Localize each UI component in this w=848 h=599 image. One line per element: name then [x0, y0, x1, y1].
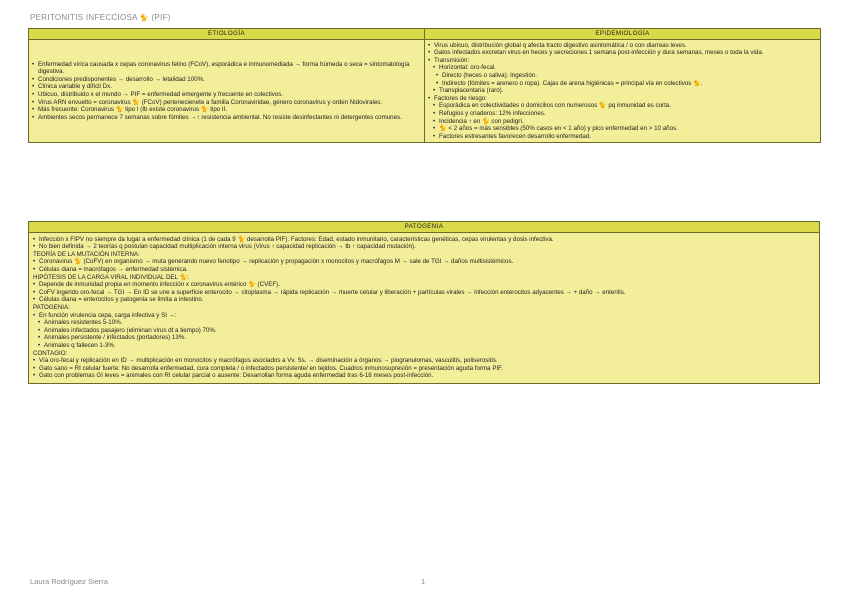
epidemiologia-item: • Esporádica en colectividades o domicilios con numerosos 🐈 pq inmunidad es corta. — [433, 102, 817, 110]
etiologia-header: ETIOLOGÍA — [29, 29, 425, 40]
epidemiologia-item: • Indirecto (fómites = arenero o ropa). Cajas de arena higiénicas = principal vía en colectivos 🐈. — [436, 80, 817, 88]
etiologia-item: • Ambientes secos permanece 7 semanas sobre fómites →↑ resistencia ambiental. No resiste desinfectantes ni detergentes comunes. — [32, 114, 421, 122]
epidemiologia-item: • Horizontal: oro-fecal. — [433, 64, 817, 72]
patogenia-item: • Coronavirus 🐈 (CoFV) en organismo → muta generando nuevo fenotipo → replicación y propagación x monocitos y macrófagos M → sale de TGI → daños multisistémicos. — [33, 258, 815, 266]
patogenia-item: • No bien definida → 2 teorías q postulan capacidad multiplicación interna virus (Virus ↑ capacidad replicación → tb ↑ capacidad mutación). — [33, 243, 815, 251]
patogenia-list — [33, 236, 815, 380]
epidemiologia-header: EPIDEMIOLOGÍA — [425, 29, 821, 40]
patogenia-subitem: • Animales infectados pasajero (eliminan virus dt a tiempo) 70%. — [38, 327, 815, 335]
epidemiologia-item: • 🐈 < 2 años = más sensibles (50% casos en < 1 año) y pico enfermedad en > 10 años. — [433, 125, 817, 133]
patogenia-item: • CoFV ingerido oro-fecal → TGI → En ID se une a superficie enterocito → citoplasma → rápida replicación → muerte celular y liberación + partículas virales → infección enterocitos adyacentes → + daño → enteritis. — [33, 289, 815, 297]
document-title — [30, 13, 171, 22]
patogenia-cell — [29, 232, 820, 383]
patogenia-item: • Células diana = macrófagos → enfermedad sistémica. — [33, 266, 815, 274]
patogenia-item: • En función virulencia cepa, carga infectiva y SI →: — [33, 312, 815, 320]
footer-author: Laura Rodríguez Sierra — [30, 577, 108, 586]
patogenia-subitem: • Animales persistente / infectados (portadores) 13%. — [38, 334, 815, 342]
etiologia-cell — [29, 39, 425, 143]
patogenia-item: • Gato sano = RI celular fuerte: No desarrolla enfermedad, cura completa / o infectados persistente/ en tejidos. Cuadros inmunosupresión = presentación aguda forma PIF. — [33, 365, 815, 373]
epidemiologia-item: • Virus ubicuo, distribución global q afecta tracto digestivo asintomática / o con diarreas leves. — [428, 42, 817, 50]
patogenia-item: • Infección x FIPV no siempre da lugar a enfermedad clínica (1 de cada 9 🐈 desarrolla PIF). Factores: Edad, estado inmunitario, características genéticas, cepas virulentas y dosis infectiva. — [33, 236, 815, 244]
epidemiologia-item: • Gatos infectados excretan virus en heces y secreciones 1 semana post-infección y dura semanas, meses o toda la vida. — [428, 49, 817, 57]
patogenia-item: • Gato con problemas GI leves = animales con RI celular parcial o ausente: Desarrollan forma aguda enfermedad tras 6-18 meses post-infección. — [33, 372, 815, 380]
epidemiologia-item: • Incidencia ↑ en 🐈 con pedigrí. — [433, 118, 817, 126]
etiologia-epidemiologia-table — [28, 28, 821, 143]
etiologia-item: • Virus ARN envuelto = coronavirus 🐈 (FCoV) pertenecienete a familia Coronaviridae, género coronavirus y orden Nidovirales. — [32, 99, 421, 107]
epidemiologia-list — [428, 42, 817, 141]
epidemiologia-item: • Refugios y criaderos: 12% infecciones. — [433, 110, 817, 118]
patogenia-subitem: • Animales resistentes 5-10%. — [38, 319, 815, 327]
epidemiologia-item: • Factores estresantes favorecen desarrollo enfermedad. — [433, 133, 817, 141]
patogenia-subheading: CONTAGIO: — [33, 349, 68, 357]
title-suffix: (PIF) — [151, 13, 171, 22]
patogenia-header: PATOGENIA — [29, 222, 820, 233]
etiologia-item: • Enfermedad vírica causada x cepas coronavirus felino (FCoV), esporádica e inmunomediada → forma húmeda o seca = sintomatología digestiva. — [32, 61, 421, 76]
etiologia-item: • Clínica variable y difícil Dx. — [32, 83, 421, 91]
epidemiologia-item: • Factores de riesgo: — [428, 95, 817, 103]
patogenia-item: • Células diana = enterocitos y patogenia se limita a intestino. — [33, 296, 815, 304]
epidemiologia-item: • Transplacentaria (raro). — [433, 87, 817, 95]
patogenia-table — [28, 221, 820, 384]
page-number: 1 — [421, 577, 426, 586]
etiologia-item: • Condiciones predisponentes → desarrollo → letalidad 100%. — [32, 76, 421, 84]
patogenia-item: • Depende de inmunidad propia en momento infección x coronavirus entérico 🐈 (CVEF). — [33, 281, 815, 289]
epidemiologia-cell — [425, 39, 821, 143]
cat-icon: 🐈 — [139, 15, 149, 22]
etiologia-item: • Ubicuo, distribuido x el mundo → PIF = enfermedad emergente y frecuente en colectivos. — [32, 91, 421, 99]
etiologia-list — [32, 61, 421, 122]
patogenia-subitem: • Animales q fallecen 1-3%. — [38, 342, 815, 350]
epidemiologia-item: • Transmisión: — [428, 57, 817, 65]
patogenia-item: • Vía oro-fecal y replicación en ID → multiplicación en monocitos y macrófagos asociados a Vv. Ss. → diseminación a órganos → piogranulomas, vasculitis, poliserositis. — [33, 357, 815, 365]
patogenia-subheading: TEORÍA DE LA MUTACIÓN INTERNA: — [33, 250, 140, 258]
title-text: PERITONITIS INFECCIOSA — [30, 13, 138, 22]
etiologia-item: • Más frecuente: Coronavirus 🐈 tipo I (tb existe coronavirus 🐈 tipo II. — [32, 106, 421, 114]
patogenia-subheading: HIPÓTESIS DE LA CARGA VIRAL INDIVIDUAL DEL 🐈: — [33, 273, 189, 281]
epidemiologia-item: • Directo (heces o saliva): Ingestión. — [436, 72, 817, 80]
patogenia-subheading: PATOGENIA: — [33, 303, 70, 311]
